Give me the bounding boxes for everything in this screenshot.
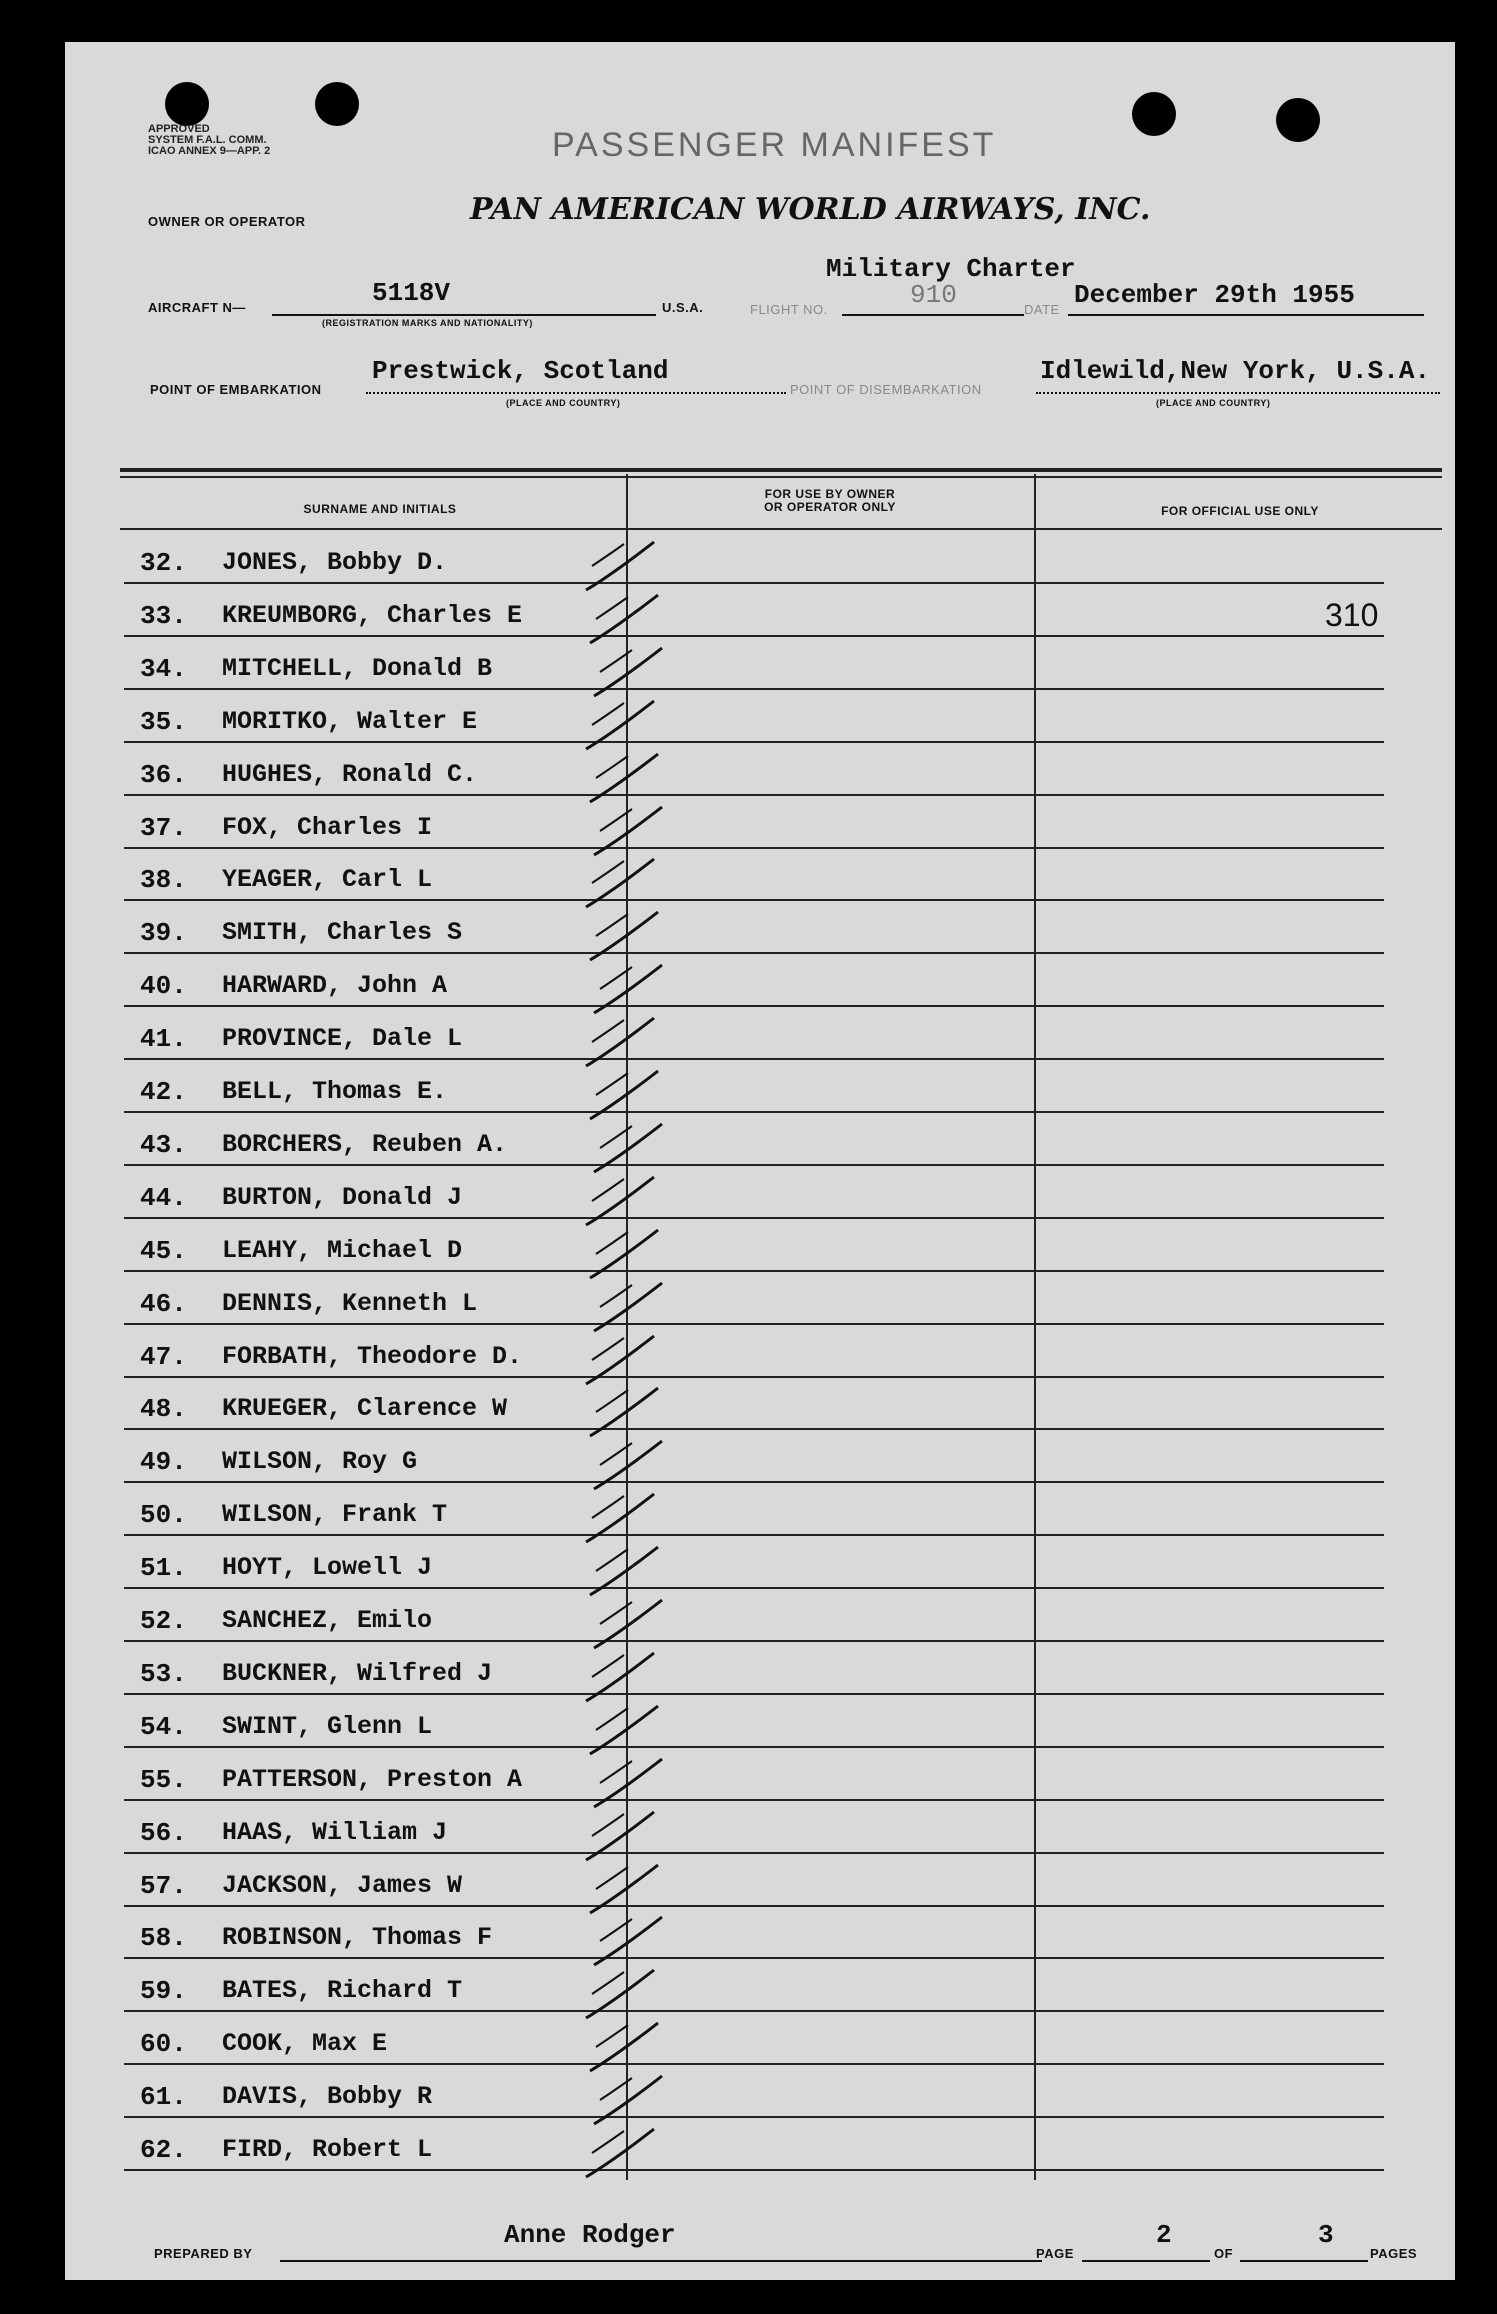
company-name: PAN AMERICAN WORLD AIRWAYS, INC. [470, 192, 1151, 227]
passenger-name: DENNIS, Kenneth L [222, 1289, 478, 1318]
row-rule [124, 2010, 1384, 2012]
aircraft-label: AIRCRAFT N— [148, 300, 246, 315]
punch-hole-1 [165, 82, 209, 126]
passenger-name: HAAS, William J [222, 1818, 448, 1847]
row-rule [124, 1376, 1384, 1378]
passenger-name: FOX, Charles I [222, 813, 433, 842]
check-mark-icon [588, 1435, 668, 1495]
embarkation-label: POINT OF EMBARKATION [150, 382, 322, 397]
check-mark-icon [580, 1488, 660, 1548]
embarkation-caption: (PLACE AND COUNTRY) [506, 398, 621, 408]
row-number: 46. [140, 1289, 187, 1319]
icao-text: ICAO ANNEX 9—APP. 2 [148, 145, 271, 157]
passenger-name: MITCHELL, Donald B [222, 654, 493, 683]
row-number: 50. [140, 1500, 187, 1530]
passenger-name: FIRD, Robert L [222, 2135, 433, 2164]
row-number: 42. [140, 1077, 187, 1107]
of-underline [1240, 2260, 1368, 2262]
row-number: 32. [140, 548, 187, 578]
row-rule [124, 1640, 1384, 1642]
passenger-name: BUCKNER, Wilfred J [222, 1659, 493, 1688]
row-number: 48. [140, 1394, 187, 1424]
check-mark-icon [584, 906, 664, 966]
owner-label: OWNER OR OPERATOR [148, 214, 306, 229]
table-header-rule [120, 528, 1442, 530]
passenger-name: COOK, Max E [222, 2029, 388, 2058]
check-mark-icon [584, 748, 664, 808]
passenger-name: SANCHEZ, Emilo [222, 1606, 433, 1635]
row-rule [124, 2169, 1384, 2171]
page-value: 2 [1156, 2220, 1172, 2250]
check-mark-icon [588, 2070, 668, 2130]
passenger-name: FORBATH, Theodore D. [222, 1342, 523, 1371]
approved-stamp [148, 124, 270, 157]
of-label: OF [1214, 2246, 1234, 2261]
passenger-name: YEAGER, Carl L [222, 865, 433, 894]
check-mark-icon [584, 2017, 664, 2077]
row-rule [124, 1481, 1384, 1483]
col-header-owner-line1: FOR USE BY OWNER [764, 487, 896, 501]
check-mark-icon [588, 1594, 668, 1654]
row-number: 34. [140, 654, 187, 684]
row-number: 33. [140, 601, 187, 631]
row-number: 45. [140, 1236, 187, 1266]
row-rule [124, 2116, 1384, 2118]
disembarkation-label: POINT OF DISEMBARKATION [790, 382, 982, 397]
row-number: 38. [140, 865, 187, 895]
check-mark-icon [584, 1224, 664, 1284]
row-rule [124, 1005, 1384, 1007]
check-mark-icon [580, 695, 660, 755]
check-mark-icon [588, 1911, 668, 1971]
row-rule [124, 1587, 1384, 1589]
page-label: PAGE [1036, 2246, 1074, 2261]
row-number: 58. [140, 1923, 187, 1953]
punch-hole-2 [315, 82, 359, 126]
row-number: 59. [140, 1976, 187, 2006]
table-top-rule-2 [120, 476, 1442, 478]
row-rule [124, 1534, 1384, 1536]
row-number: 53. [140, 1659, 187, 1689]
row-rule [124, 1905, 1384, 1907]
row-rule [124, 1428, 1384, 1430]
row-rule [124, 635, 1384, 637]
check-mark-icon [588, 642, 668, 702]
prepared-value: Anne Rodger [504, 2220, 676, 2250]
row-number: 62. [140, 2135, 187, 2165]
passenger-name: BURTON, Donald J [222, 1183, 463, 1212]
passenger-name: ROBINSON, Thomas F [222, 1923, 493, 1952]
aircraft-underline [272, 314, 656, 316]
flight-underline [842, 314, 1024, 316]
check-mark-icon [580, 536, 660, 596]
row-rule [124, 741, 1384, 743]
row-number: 36. [140, 760, 187, 790]
row-rule [124, 582, 1384, 584]
passenger-name: JONES, Bobby D. [222, 548, 448, 577]
table-top-rule [120, 468, 1442, 472]
passenger-name: MORITKO, Walter E [222, 707, 478, 736]
passenger-name: KRUEGER, Clarence W [222, 1394, 508, 1423]
row-rule [124, 1164, 1384, 1166]
check-mark-icon [580, 2123, 660, 2183]
row-number: 41. [140, 1024, 187, 1054]
row-rule [124, 1693, 1384, 1695]
passenger-name: BELL, Thomas E. [222, 1077, 448, 1106]
check-mark-icon [584, 1541, 664, 1601]
check-mark-icon [584, 589, 664, 649]
passenger-name: PATTERSON, Preston A [222, 1765, 523, 1794]
column-divider-2 [1034, 474, 1036, 2180]
row-number: 40. [140, 971, 187, 1001]
row-rule [124, 899, 1384, 901]
date-label: DATE [1024, 302, 1060, 317]
row-number: 52. [140, 1606, 187, 1636]
col-header-owner-line2: OR OPERATOR ONLY [764, 500, 896, 514]
official-use-value: 310 [1325, 597, 1379, 633]
check-mark-icon [580, 1330, 660, 1390]
date-underline [1068, 314, 1424, 316]
row-number: 39. [140, 918, 187, 948]
system-text: SYSTEM F.A.L. COMM. [148, 134, 267, 146]
passenger-name: HARWARD, John A [222, 971, 448, 1000]
check-mark-icon [580, 1012, 660, 1072]
row-number: 51. [140, 1553, 187, 1583]
prepared-underline [280, 2260, 1042, 2262]
disembarkation-value: Idlewild,New York, U.S.A. [1040, 356, 1431, 386]
check-mark-icon [580, 1171, 660, 1231]
check-mark-icon [584, 1859, 664, 1919]
check-mark-icon [584, 1700, 664, 1760]
row-rule [124, 847, 1384, 849]
row-number: 54. [140, 1712, 187, 1742]
row-rule [124, 1799, 1384, 1801]
usa-label: U.S.A. [662, 300, 704, 315]
disembarkation-underline [1036, 392, 1440, 394]
passenger-name: BORCHERS, Reuben A. [222, 1130, 508, 1159]
row-number: 35. [140, 707, 187, 737]
row-number: 55. [140, 1765, 187, 1795]
check-mark-icon [588, 1753, 668, 1813]
passenger-name: SMITH, Charles S [222, 918, 463, 947]
page-underline [1082, 2260, 1210, 2262]
row-rule [124, 1270, 1384, 1272]
row-rule [124, 1217, 1384, 1219]
row-number: 37. [140, 813, 187, 843]
date-value: December 29th 1955 [1074, 280, 1355, 310]
check-mark-icon [580, 1964, 660, 2024]
row-number: 47. [140, 1342, 187, 1372]
flight-note: Military Charter [826, 254, 1076, 284]
row-number: 43. [140, 1130, 187, 1160]
check-mark-icon [588, 801, 668, 861]
punch-hole-4 [1276, 98, 1320, 142]
form-title: PASSENGER MANIFEST [552, 126, 997, 164]
col-header-owner [640, 488, 1020, 514]
prepared-label: PREPARED BY [154, 2246, 253, 2261]
row-rule [124, 1058, 1384, 1060]
passenger-name: LEAHY, Michael D [222, 1236, 463, 1265]
punch-hole-3 [1132, 92, 1176, 136]
check-mark-icon [580, 853, 660, 913]
check-mark-icon [584, 1382, 664, 1442]
aircraft-value: 5118V [372, 278, 451, 308]
passenger-name: HOYT, Lowell J [222, 1553, 433, 1582]
row-number: 44. [140, 1183, 187, 1213]
passenger-name: WILSON, Roy G [222, 1447, 418, 1476]
registration-caption: (REGISTRATION MARKS AND NATIONALITY) [322, 318, 533, 328]
row-rule [124, 1746, 1384, 1748]
row-rule [124, 688, 1384, 690]
check-mark-icon [584, 1065, 664, 1125]
passenger-name: DAVIS, Bobby R [222, 2082, 433, 2111]
row-number: 49. [140, 1447, 187, 1477]
col-header-surname: SURNAME AND INITIALS [303, 502, 457, 516]
row-rule [124, 1111, 1384, 1113]
embarkation-underline [366, 392, 786, 394]
row-rule [124, 794, 1384, 796]
check-mark-icon [588, 1277, 668, 1337]
passenger-name: KREUMBORG, Charles E [222, 601, 523, 630]
row-rule [124, 952, 1384, 954]
check-mark-icon [588, 959, 668, 1019]
passenger-name: HUGHES, Ronald C. [222, 760, 478, 789]
row-rule [124, 1852, 1384, 1854]
row-rule [124, 1957, 1384, 1959]
passenger-name: WILSON, Frank T [222, 1500, 448, 1529]
passenger-name: BATES, Richard T [222, 1976, 463, 2005]
col-header-official: FOR OFFICIAL USE ONLY [1161, 504, 1319, 518]
check-mark-icon [588, 1118, 668, 1178]
approved-text: APPROVED [148, 123, 210, 135]
disembarkation-caption: (PLACE AND COUNTRY) [1156, 398, 1271, 408]
pages-label: PAGES [1370, 2246, 1418, 2261]
embarkation-value: Prestwick, Scotland [372, 356, 669, 386]
row-number: 56. [140, 1818, 187, 1848]
of-value: 3 [1318, 2220, 1334, 2250]
check-mark-icon [580, 1647, 660, 1707]
passenger-name: PROVINCE, Dale L [222, 1024, 463, 1053]
row-rule [124, 2063, 1384, 2065]
passenger-name: SWINT, Glenn L [222, 1712, 433, 1741]
row-number: 57. [140, 1871, 187, 1901]
check-mark-icon [580, 1806, 660, 1866]
flight-label: FLIGHT NO. [750, 302, 828, 317]
row-rule [124, 1323, 1384, 1325]
passenger-name: JACKSON, James W [222, 1871, 463, 1900]
row-number: 61. [140, 2082, 187, 2112]
row-number: 60. [140, 2029, 187, 2059]
flight-value: 910 [910, 280, 957, 310]
